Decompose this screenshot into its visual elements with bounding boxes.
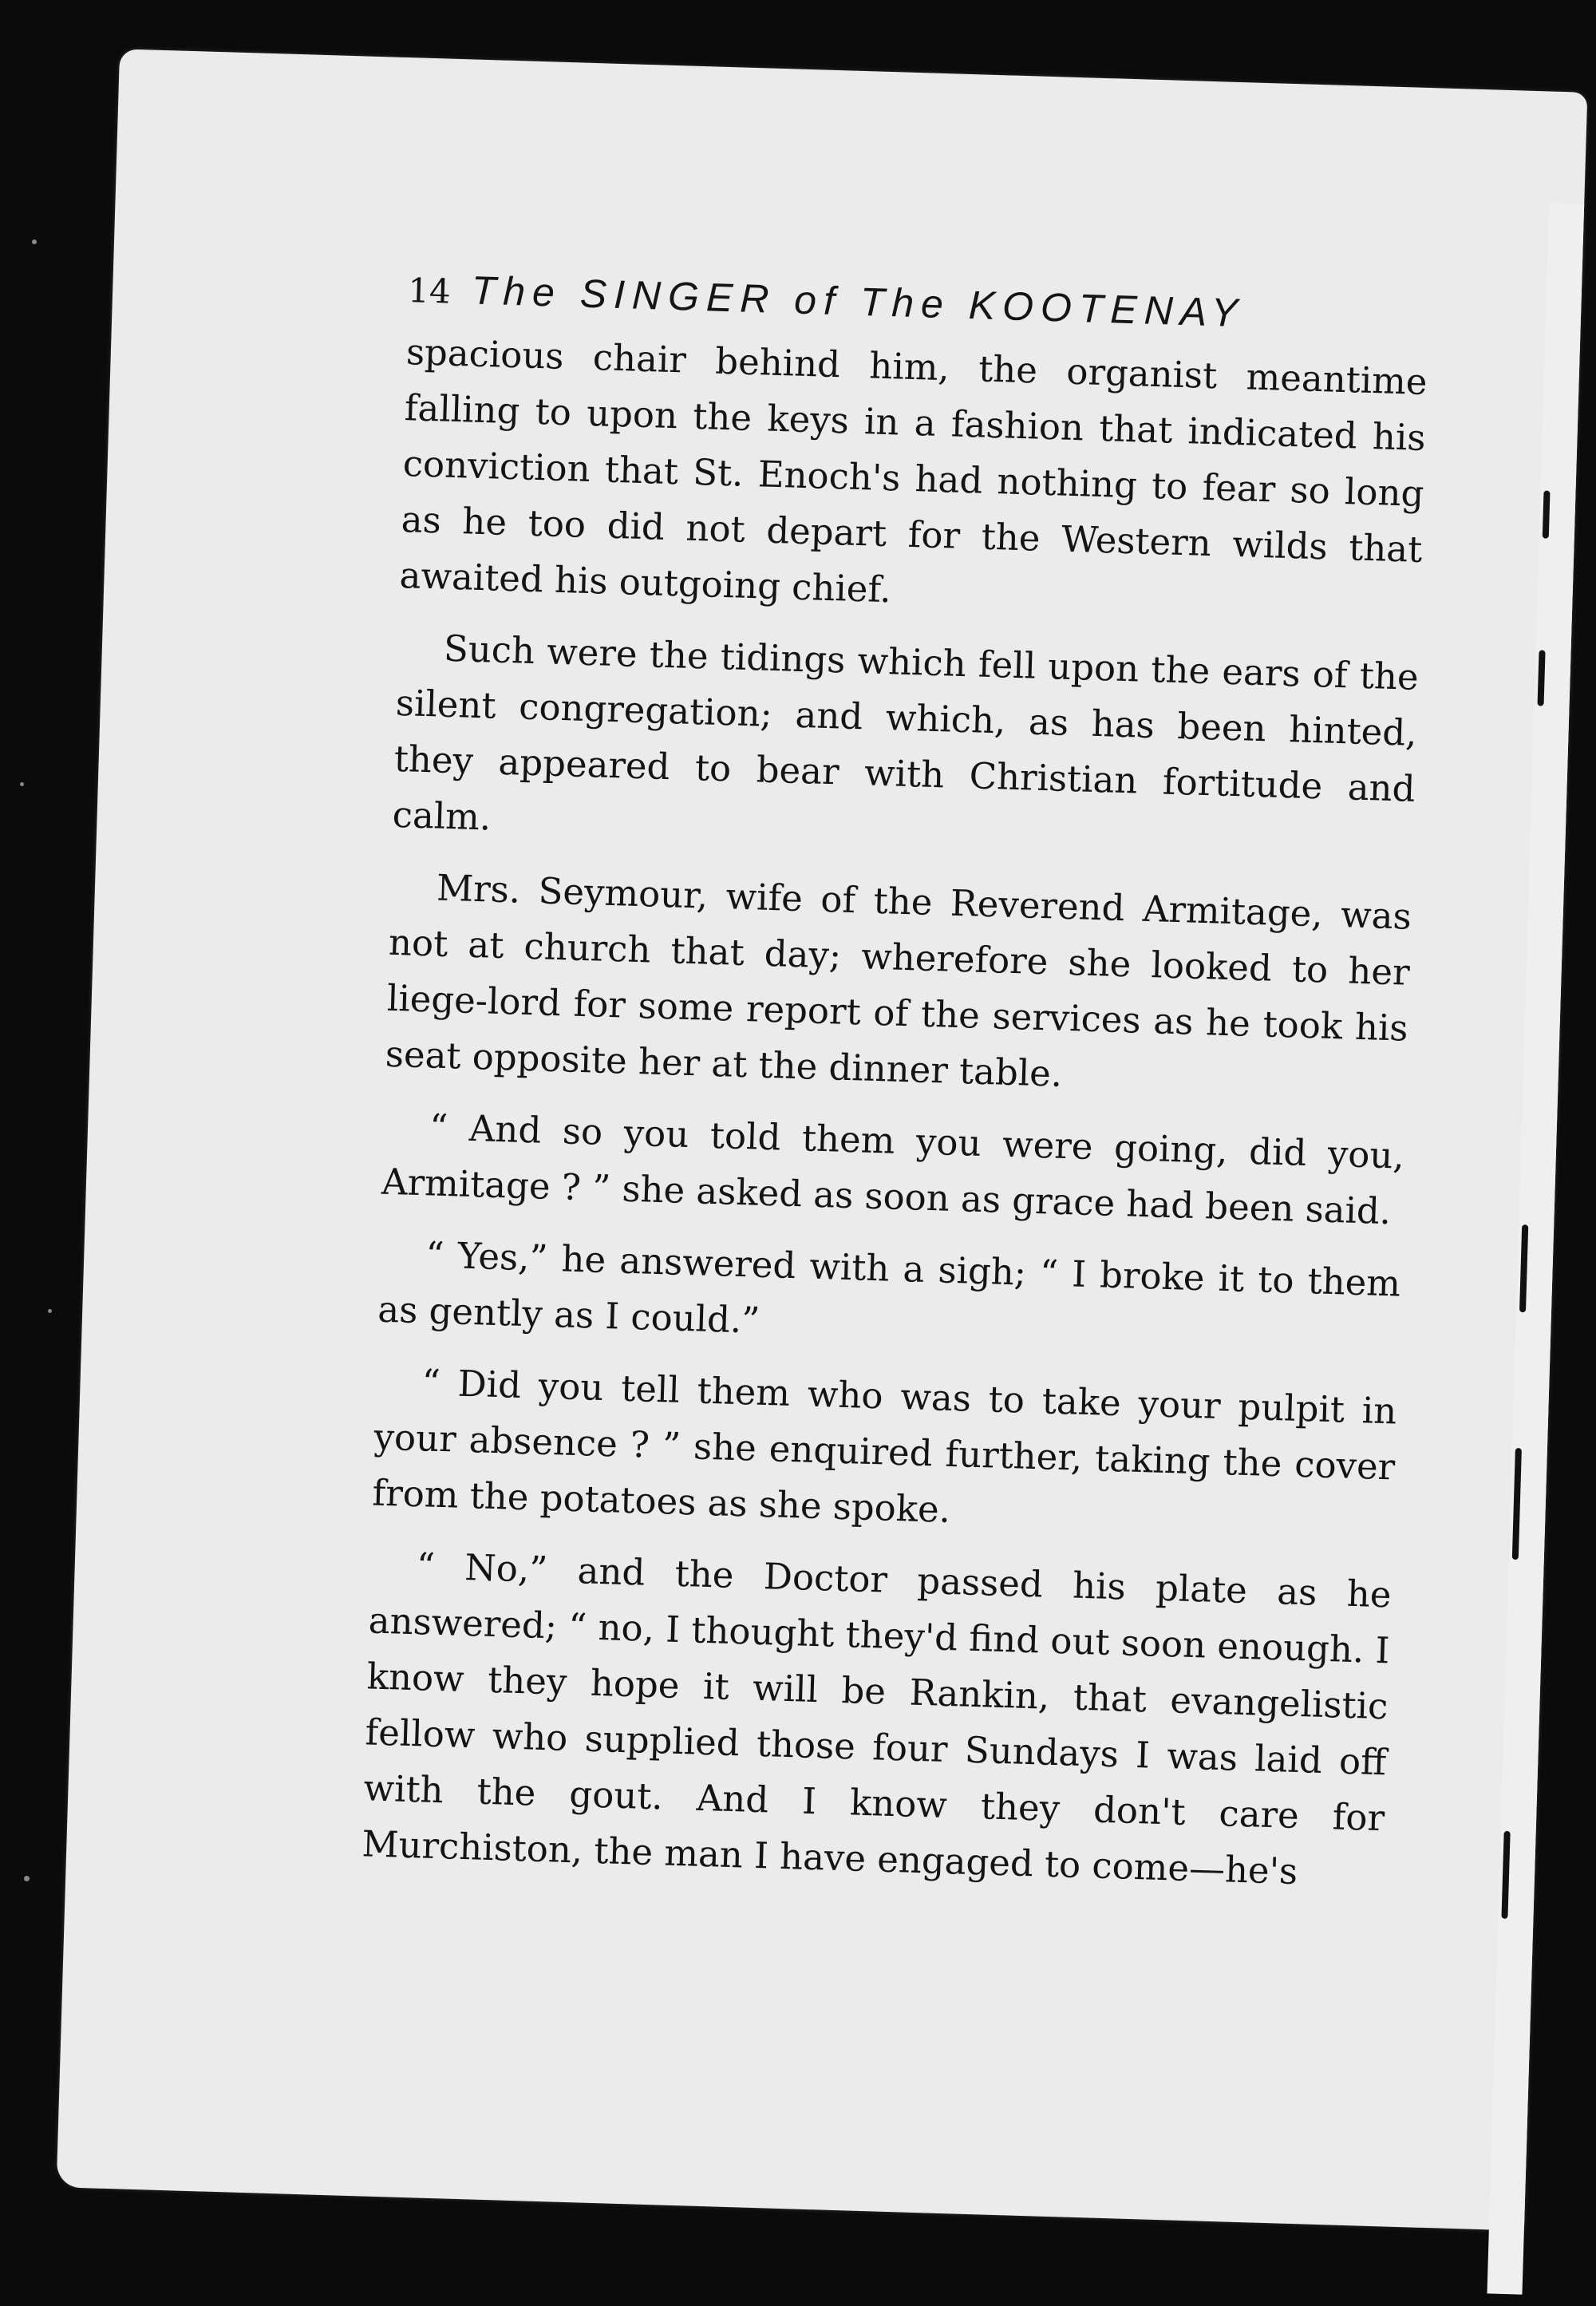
scan-speck (32, 239, 37, 244)
scan-speck (24, 1876, 30, 1881)
paragraph: spacious chair behind him, the organist meantime falling to upon the keys in a fashion that indicated his conviction that St. Enoch's had nothing to fear so long as he too did not depart for the Western wilds that awaited his outgoing chief. (398, 330, 1428, 611)
paragraph: Such were the tidings which fell upon the ears of the silent congregation; and which, as has been hinted, they appeared to bear with Christian fortitude and calm. (392, 627, 1420, 839)
book-page (57, 49, 1588, 2230)
scan-speck (20, 782, 24, 786)
paragraph: “ And so you told them you were going, did you, Armitage ? ” she asked as soon as grace had been said. (381, 1106, 1405, 1233)
paragraph: “ Yes,” he answered with a sigh; “ I broke it to them as gently as I could.” (377, 1233, 1401, 1342)
page-number: 14 (407, 271, 452, 311)
paragraph: “ Did you tell them who was to take your pulpit in your absence ? ” she enquired further, taking the cover from the potatoes as she spoke. (371, 1361, 1398, 1531)
paragraph: Mrs. Seymour, wife of the Reverend Armitage, was not at church that day; wherefore she looked to her liege-lord for some report of the services as he took his seat opposite her at the dinner table. (385, 866, 1412, 1095)
paragraph: “ No,” and the Doctor passed his plate as he answered; “ no, I thought they'd find out soon enough. I know they hope it will be Rankin, that evangelistic fellow who supplied those four Sundays I was laid off with the gout. And I know they don't care for Murchiston, the man I have engaged to come—he's (361, 1545, 1393, 1893)
text-block (361, 265, 1430, 1918)
running-title: The SINGER of The KOOTENAY (471, 267, 1246, 336)
scan-speck (48, 1309, 52, 1313)
page-edge (1487, 204, 1584, 2295)
